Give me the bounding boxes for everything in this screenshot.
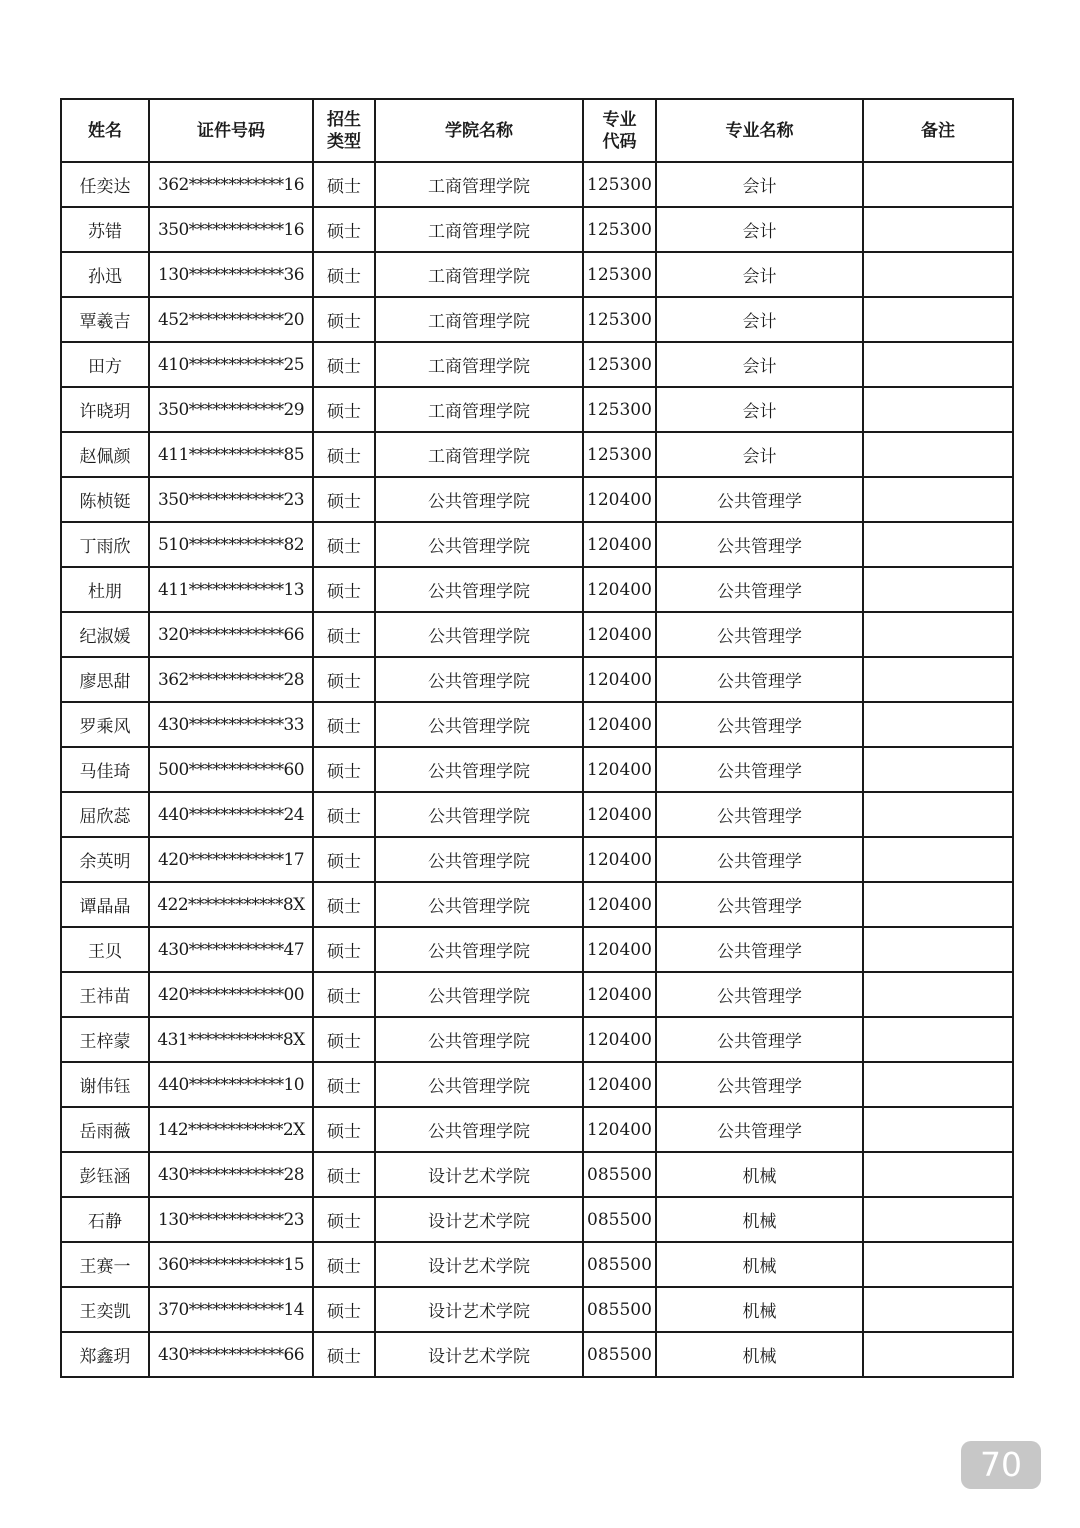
cell-id-number: 130************36 <box>149 252 313 297</box>
cell-major-code: 120400 <box>583 1062 656 1107</box>
cell-id-number: 350************23 <box>149 477 313 522</box>
cell-remark <box>863 927 1013 972</box>
cell-major-code: 085500 <box>583 1332 656 1377</box>
cell-enrollment-type: 硕士 <box>313 1017 375 1062</box>
cell-college: 公共管理学院 <box>375 747 583 792</box>
header-college: 学院名称 <box>375 99 583 162</box>
table-row <box>61 792 1013 837</box>
cell-major-name: 公共管理学 <box>656 1062 863 1107</box>
cell-major-name: 公共管理学 <box>656 567 863 612</box>
cell-college: 公共管理学院 <box>375 1062 583 1107</box>
cell-college: 工商管理学院 <box>375 342 583 387</box>
cell-enrollment-type: 硕士 <box>313 387 375 432</box>
cell-major-code: 120400 <box>583 747 656 792</box>
header-remark: 备注 <box>863 99 1013 162</box>
table-row <box>61 927 1013 972</box>
table-row <box>61 882 1013 927</box>
cell-major-code: 120400 <box>583 612 656 657</box>
cell-id-number: 430************47 <box>149 927 313 972</box>
cell-id-number: 130************23 <box>149 1197 313 1242</box>
cell-remark <box>863 252 1013 297</box>
cell-college: 公共管理学院 <box>375 522 583 567</box>
cell-remark <box>863 1017 1013 1062</box>
cell-name: 纪淑媛 <box>61 612 149 657</box>
cell-college: 公共管理学院 <box>375 972 583 1017</box>
table-row <box>61 1152 1013 1197</box>
cell-name: 王贝 <box>61 927 149 972</box>
cell-remark <box>863 837 1013 882</box>
cell-major-code: 120400 <box>583 927 656 972</box>
table-row <box>61 297 1013 342</box>
cell-major-name: 会计 <box>656 252 863 297</box>
cell-major-code: 120400 <box>583 522 656 567</box>
cell-remark <box>863 612 1013 657</box>
cell-enrollment-type: 硕士 <box>313 882 375 927</box>
cell-major-code: 125300 <box>583 342 656 387</box>
cell-name: 覃羲吉 <box>61 297 149 342</box>
cell-enrollment-type: 硕士 <box>313 837 375 882</box>
admission-list-table <box>60 98 1014 1378</box>
cell-remark <box>863 207 1013 252</box>
cell-major-name: 公共管理学 <box>656 477 863 522</box>
table-row <box>61 162 1013 207</box>
cell-remark <box>863 1287 1013 1332</box>
table-row <box>61 612 1013 657</box>
cell-major-code: 125300 <box>583 252 656 297</box>
cell-id-number: 500************60 <box>149 747 313 792</box>
cell-id-number: 142************2X <box>149 1107 313 1152</box>
header-id-number: 证件号码 <box>149 99 313 162</box>
cell-enrollment-type: 硕士 <box>313 1197 375 1242</box>
cell-major-name: 公共管理学 <box>656 522 863 567</box>
cell-enrollment-type: 硕士 <box>313 612 375 657</box>
cell-major-name: 公共管理学 <box>656 882 863 927</box>
cell-name: 石静 <box>61 1197 149 1242</box>
cell-name: 马佳琦 <box>61 747 149 792</box>
table-body <box>61 162 1013 1377</box>
cell-college: 公共管理学院 <box>375 612 583 657</box>
cell-college: 工商管理学院 <box>375 387 583 432</box>
cell-id-number: 320************66 <box>149 612 313 657</box>
header-row <box>61 99 1013 162</box>
cell-enrollment-type: 硕士 <box>313 252 375 297</box>
table-row <box>61 1062 1013 1107</box>
cell-major-name: 公共管理学 <box>656 972 863 1017</box>
cell-major-name: 会计 <box>656 387 863 432</box>
cell-college: 工商管理学院 <box>375 297 583 342</box>
cell-major-name: 机械 <box>656 1152 863 1197</box>
cell-id-number: 370************14 <box>149 1287 313 1332</box>
cell-major-code: 125300 <box>583 207 656 252</box>
header-enrollment-type: 招生 类型 <box>313 99 375 162</box>
cell-remark <box>863 387 1013 432</box>
table-row <box>61 342 1013 387</box>
cell-college: 设计艺术学院 <box>375 1242 583 1287</box>
cell-major-name: 公共管理学 <box>656 702 863 747</box>
cell-major-code: 120400 <box>583 1107 656 1152</box>
cell-remark <box>863 1332 1013 1377</box>
cell-name: 孙迅 <box>61 252 149 297</box>
cell-college: 设计艺术学院 <box>375 1197 583 1242</box>
cell-enrollment-type: 硕士 <box>313 342 375 387</box>
cell-college: 设计艺术学院 <box>375 1332 583 1377</box>
table-row <box>61 477 1013 522</box>
cell-major-code: 120400 <box>583 792 656 837</box>
cell-remark <box>863 1242 1013 1287</box>
cell-major-code: 085500 <box>583 1197 656 1242</box>
cell-enrollment-type: 硕士 <box>313 1062 375 1107</box>
cell-name: 王赛一 <box>61 1242 149 1287</box>
cell-remark <box>863 297 1013 342</box>
cell-name: 谭晶晶 <box>61 882 149 927</box>
cell-enrollment-type: 硕士 <box>313 1242 375 1287</box>
cell-major-code: 120400 <box>583 882 656 927</box>
cell-name: 王奕凯 <box>61 1287 149 1332</box>
cell-major-code: 125300 <box>583 162 656 207</box>
cell-enrollment-type: 硕士 <box>313 702 375 747</box>
cell-name: 田方 <box>61 342 149 387</box>
cell-college: 公共管理学院 <box>375 567 583 612</box>
cell-major-code: 120400 <box>583 477 656 522</box>
cell-college: 设计艺术学院 <box>375 1287 583 1332</box>
cell-major-name: 公共管理学 <box>656 837 863 882</box>
cell-college: 公共管理学院 <box>375 477 583 522</box>
header-major-code: 专业 代码 <box>583 99 656 162</box>
cell-enrollment-type: 硕士 <box>313 207 375 252</box>
cell-major-code: 120400 <box>583 567 656 612</box>
table-row <box>61 207 1013 252</box>
cell-college: 公共管理学院 <box>375 1017 583 1062</box>
cell-enrollment-type: 硕士 <box>313 1332 375 1377</box>
cell-major-code: 125300 <box>583 387 656 432</box>
cell-name: 谢伟钰 <box>61 1062 149 1107</box>
cell-id-number: 420************17 <box>149 837 313 882</box>
cell-remark <box>863 1197 1013 1242</box>
cell-enrollment-type: 硕士 <box>313 747 375 792</box>
cell-name: 罗乘风 <box>61 702 149 747</box>
cell-major-name: 公共管理学 <box>656 1017 863 1062</box>
cell-college: 工商管理学院 <box>375 162 583 207</box>
cell-name: 郑鑫玥 <box>61 1332 149 1377</box>
cell-major-name: 公共管理学 <box>656 1107 863 1152</box>
cell-major-name: 机械 <box>656 1242 863 1287</box>
table-row <box>61 522 1013 567</box>
cell-name: 廖思甜 <box>61 657 149 702</box>
cell-enrollment-type: 硕士 <box>313 162 375 207</box>
cell-id-number: 410************25 <box>149 342 313 387</box>
cell-remark <box>863 882 1013 927</box>
cell-remark <box>863 162 1013 207</box>
cell-id-number: 440************10 <box>149 1062 313 1107</box>
cell-enrollment-type: 硕士 <box>313 1287 375 1332</box>
page-number-badge: 70 <box>961 1441 1041 1489</box>
cell-major-name: 会计 <box>656 207 863 252</box>
cell-id-number: 422************8X <box>149 882 313 927</box>
cell-major-name: 会计 <box>656 297 863 342</box>
cell-id-number: 362************16 <box>149 162 313 207</box>
cell-major-name: 会计 <box>656 432 863 477</box>
table-row <box>61 657 1013 702</box>
cell-id-number: 362************28 <box>149 657 313 702</box>
header-major-name: 专业名称 <box>656 99 863 162</box>
table-row <box>61 252 1013 297</box>
cell-major-name: 机械 <box>656 1287 863 1332</box>
cell-enrollment-type: 硕士 <box>313 792 375 837</box>
table-row <box>61 567 1013 612</box>
cell-college: 公共管理学院 <box>375 657 583 702</box>
cell-major-code: 120400 <box>583 1017 656 1062</box>
cell-name: 余英明 <box>61 837 149 882</box>
cell-name: 彭钰涵 <box>61 1152 149 1197</box>
cell-remark <box>863 702 1013 747</box>
cell-college: 公共管理学院 <box>375 1107 583 1152</box>
cell-id-number: 360************15 <box>149 1242 313 1287</box>
cell-name: 丁雨欣 <box>61 522 149 567</box>
cell-name: 岳雨薇 <box>61 1107 149 1152</box>
cell-college: 工商管理学院 <box>375 432 583 477</box>
cell-enrollment-type: 硕士 <box>313 1152 375 1197</box>
table-row <box>61 972 1013 1017</box>
cell-id-number: 510************82 <box>149 522 313 567</box>
table-row <box>61 837 1013 882</box>
cell-name: 赵佩颜 <box>61 432 149 477</box>
table-row <box>61 1287 1013 1332</box>
cell-name: 王梓蒙 <box>61 1017 149 1062</box>
cell-id-number: 411************13 <box>149 567 313 612</box>
cell-name: 杜朋 <box>61 567 149 612</box>
cell-name: 苏错 <box>61 207 149 252</box>
cell-id-number: 350************29 <box>149 387 313 432</box>
cell-college: 公共管理学院 <box>375 792 583 837</box>
cell-major-code: 125300 <box>583 432 656 477</box>
table-row <box>61 747 1013 792</box>
table-row <box>61 1107 1013 1152</box>
table-row <box>61 1017 1013 1062</box>
cell-major-name: 会计 <box>656 342 863 387</box>
cell-id-number: 440************24 <box>149 792 313 837</box>
cell-college: 公共管理学院 <box>375 702 583 747</box>
cell-major-name: 公共管理学 <box>656 657 863 702</box>
cell-remark <box>863 657 1013 702</box>
cell-remark <box>863 522 1013 567</box>
cell-major-name: 公共管理学 <box>656 747 863 792</box>
table-row <box>61 1197 1013 1242</box>
table-row <box>61 1242 1013 1287</box>
cell-college: 工商管理学院 <box>375 252 583 297</box>
cell-college: 公共管理学院 <box>375 837 583 882</box>
cell-major-code: 085500 <box>583 1242 656 1287</box>
cell-major-code: 120400 <box>583 702 656 747</box>
cell-remark <box>863 1152 1013 1197</box>
cell-name: 王祎苗 <box>61 972 149 1017</box>
cell-remark <box>863 342 1013 387</box>
cell-major-name: 机械 <box>656 1197 863 1242</box>
cell-enrollment-type: 硕士 <box>313 567 375 612</box>
cell-major-name: 公共管理学 <box>656 792 863 837</box>
cell-college: 公共管理学院 <box>375 927 583 972</box>
cell-id-number: 430************33 <box>149 702 313 747</box>
cell-enrollment-type: 硕士 <box>313 1107 375 1152</box>
cell-major-name: 公共管理学 <box>656 612 863 657</box>
cell-id-number: 452************20 <box>149 297 313 342</box>
table-row <box>61 702 1013 747</box>
cell-name: 屈欣蕊 <box>61 792 149 837</box>
cell-id-number: 350************16 <box>149 207 313 252</box>
cell-enrollment-type: 硕士 <box>313 432 375 477</box>
cell-major-name: 会计 <box>656 162 863 207</box>
cell-college: 公共管理学院 <box>375 882 583 927</box>
cell-id-number: 431************8X <box>149 1017 313 1062</box>
cell-remark <box>863 477 1013 522</box>
cell-name: 任奕达 <box>61 162 149 207</box>
cell-enrollment-type: 硕士 <box>313 657 375 702</box>
cell-remark <box>863 1107 1013 1152</box>
cell-remark <box>863 567 1013 612</box>
cell-major-code: 120400 <box>583 972 656 1017</box>
cell-id-number: 430************28 <box>149 1152 313 1197</box>
cell-enrollment-type: 硕士 <box>313 927 375 972</box>
cell-major-name: 机械 <box>656 1332 863 1377</box>
header-name: 姓名 <box>61 99 149 162</box>
cell-enrollment-type: 硕士 <box>313 972 375 1017</box>
cell-major-code: 120400 <box>583 657 656 702</box>
cell-remark <box>863 1062 1013 1107</box>
cell-name: 许晓玥 <box>61 387 149 432</box>
table-row <box>61 387 1013 432</box>
cell-name: 陈桢铤 <box>61 477 149 522</box>
cell-remark <box>863 432 1013 477</box>
cell-major-code: 085500 <box>583 1287 656 1332</box>
cell-id-number: 411************85 <box>149 432 313 477</box>
cell-remark <box>863 747 1013 792</box>
cell-college: 设计艺术学院 <box>375 1152 583 1197</box>
cell-id-number: 420************00 <box>149 972 313 1017</box>
table-row <box>61 432 1013 477</box>
cell-id-number: 430************66 <box>149 1332 313 1377</box>
cell-remark <box>863 972 1013 1017</box>
cell-remark <box>863 792 1013 837</box>
cell-major-code: 125300 <box>583 297 656 342</box>
cell-major-name: 公共管理学 <box>656 927 863 972</box>
cell-enrollment-type: 硕士 <box>313 477 375 522</box>
cell-major-code: 120400 <box>583 837 656 882</box>
cell-college: 工商管理学院 <box>375 207 583 252</box>
cell-major-code: 085500 <box>583 1152 656 1197</box>
cell-enrollment-type: 硕士 <box>313 297 375 342</box>
table-row <box>61 1332 1013 1377</box>
cell-enrollment-type: 硕士 <box>313 522 375 567</box>
